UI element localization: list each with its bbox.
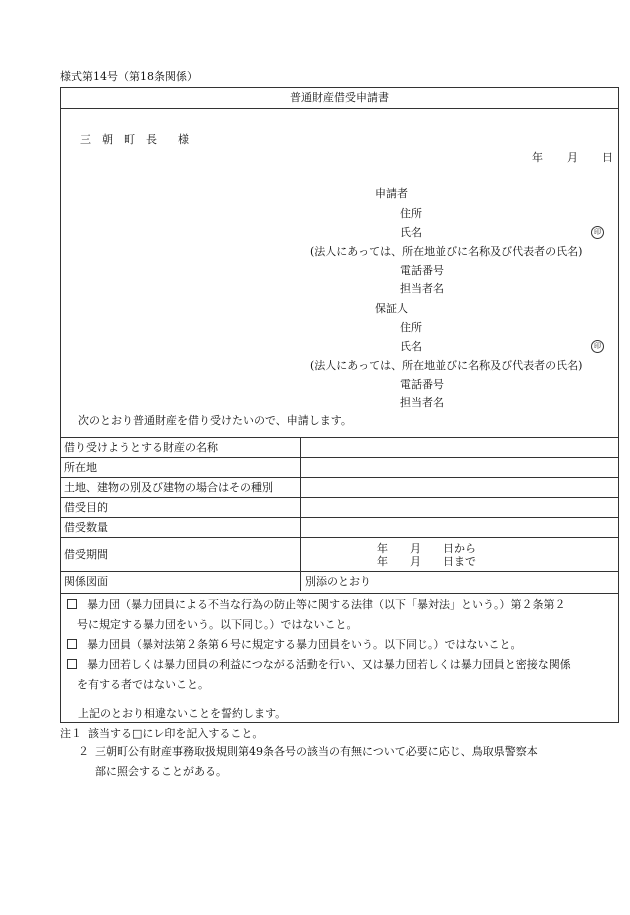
table-row bbox=[60, 438, 619, 458]
note-label: 注１ bbox=[60, 727, 82, 740]
note-2 bbox=[78, 745, 538, 758]
applicant-phone-label: 電話番号 bbox=[400, 264, 444, 277]
table-row bbox=[60, 458, 619, 478]
row-value[interactable] bbox=[301, 518, 620, 538]
oath-item bbox=[67, 635, 612, 655]
form-title: 普通財産借受申請書 bbox=[60, 87, 619, 109]
guarantor-heading: 保証人 bbox=[375, 302, 408, 315]
date-year-label: 年 bbox=[532, 151, 543, 164]
table-row bbox=[60, 478, 619, 498]
intro-statement: 次のとおり普通財産を借り受けたいので、申請します。 bbox=[78, 414, 352, 427]
table-row bbox=[60, 498, 619, 518]
checkbox[interactable] bbox=[67, 639, 77, 649]
checkbox[interactable] bbox=[67, 659, 77, 669]
addressee-honorific: 様 bbox=[178, 133, 200, 146]
applicant-address-label: 住所 bbox=[400, 207, 422, 220]
guarantor-seal-mark: 印 bbox=[591, 340, 604, 353]
row-value[interactable] bbox=[301, 438, 620, 458]
row-label: 所在地 bbox=[60, 458, 301, 478]
guarantor-phone-label: 電話番号 bbox=[400, 378, 444, 391]
guarantor-address-label: 住所 bbox=[400, 321, 422, 334]
addressee-name: 三朝町長 bbox=[80, 133, 168, 146]
row-label: 借り受けようとする財産の名称 bbox=[60, 438, 301, 458]
guarantor-contact-label: 担当者名 bbox=[400, 396, 444, 409]
period-from: 年 月 日から bbox=[377, 541, 476, 555]
row-label: 土地、建物の別及び建物の場合はその種別 bbox=[60, 478, 301, 498]
row-label: 借受目的 bbox=[60, 498, 301, 518]
applicant-corporate-note: (法人にあっては、所在地並びに名称及び代表者の氏名) bbox=[310, 245, 583, 258]
oath-section bbox=[60, 593, 619, 723]
addressee bbox=[80, 133, 200, 146]
oath-item bbox=[67, 595, 612, 635]
note-2-number: ２ bbox=[78, 745, 89, 758]
row-label: 借受数量 bbox=[60, 518, 301, 538]
date-month-label: 月 bbox=[567, 151, 578, 164]
oath-item-text: 暴力団員（暴対法第２条第６号に規定する暴力団員をいう。以下同じ。）ではないこと。 bbox=[87, 638, 522, 651]
table-row-drawings bbox=[60, 572, 619, 592]
oath-item-text-cont: 号に規定する暴力団をいう。以下同じ。）ではないこと。 bbox=[77, 618, 358, 631]
oath-item-text: 暴力団若しくは暴力団員の利益につながる活動を行い、又は暴力団若しくは暴力団員と密接な関係 bbox=[87, 658, 571, 671]
row-value[interactable] bbox=[301, 498, 620, 518]
note-2-cont: 部に照会することがある。 bbox=[95, 765, 227, 778]
drawings-value: 別添のとおり bbox=[301, 572, 620, 592]
note-1 bbox=[60, 727, 263, 740]
date-line bbox=[532, 151, 613, 164]
row-value[interactable] bbox=[301, 458, 620, 478]
checkbox[interactable] bbox=[67, 599, 77, 609]
table-row-period bbox=[60, 538, 619, 572]
form-number: 様式第14号（第18条関係） bbox=[60, 70, 198, 83]
oath-item-text-cont: を有する者ではないこと。 bbox=[77, 678, 209, 691]
note-2-text: 三朝町公有財産事務取扱規則第49条各号の該当の有無について必要に応じ、鳥取県警察本 bbox=[95, 745, 538, 758]
pledge-statement: 上記のとおり相違ないことを誓約します。 bbox=[78, 707, 287, 720]
applicant-contact-label: 担当者名 bbox=[400, 282, 444, 295]
oath-item bbox=[67, 655, 612, 695]
period-value[interactable] bbox=[301, 538, 620, 572]
applicant-heading: 申請者 bbox=[375, 187, 408, 200]
applicant-name-label: 氏名 bbox=[400, 226, 422, 239]
guarantor-corporate-note: (法人にあっては、所在地並びに名称及び代表者の氏名) bbox=[310, 359, 583, 372]
drawings-label: 関係図面 bbox=[60, 572, 301, 592]
period-to: 年 月 日まで bbox=[377, 554, 476, 568]
note-1-text: 該当する□にレ印を記入すること。 bbox=[88, 727, 264, 740]
table-row bbox=[60, 518, 619, 538]
property-details-table bbox=[60, 437, 619, 591]
period-label: 借受期間 bbox=[60, 538, 301, 572]
oath-item-text: 暴力団（暴力団員による不当な行為の防止等に関する法律（以下「暴対法」という。）第２条第２ bbox=[87, 598, 566, 611]
row-value[interactable] bbox=[301, 478, 620, 498]
guarantor-name-label: 氏名 bbox=[400, 340, 422, 353]
date-day-label: 日 bbox=[602, 151, 613, 164]
applicant-seal-mark: 印 bbox=[591, 226, 604, 239]
